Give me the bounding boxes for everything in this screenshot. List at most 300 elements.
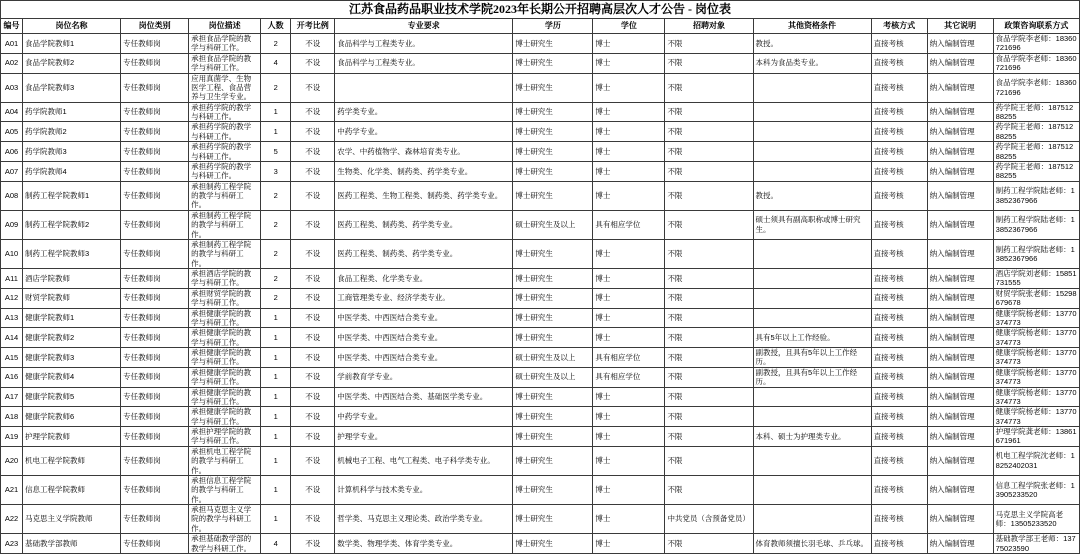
table-row	[1, 348, 1080, 368]
cell-position-name: 制药工程学院教师3	[23, 239, 121, 268]
cell-contact: 健康学院杨老师：13770374773	[993, 367, 1079, 387]
cell-qualification	[753, 73, 871, 102]
cell-exam-ratio: 不设	[291, 142, 335, 162]
cell-remark: 纳入编制管理	[927, 161, 993, 181]
cell-assessment: 直接考核	[871, 308, 927, 328]
cell-description: 承担制药工程学院的教学与科研工作。	[189, 210, 261, 239]
cell-description: 承担健康学院的教学与科研工作。	[189, 308, 261, 328]
cell-qualification: 体育教师须擅长羽毛球、乒乓球。	[753, 534, 871, 554]
column-header-remark: 其它说明	[927, 19, 993, 34]
table-row	[1, 288, 1080, 308]
cell-position-name: 药学院教师3	[23, 142, 121, 162]
table-row	[1, 475, 1080, 504]
cell-target: 不限	[665, 534, 753, 554]
cell-count: 4	[261, 53, 291, 73]
cell-exam-ratio: 不设	[291, 308, 335, 328]
cell-contact: 健康学院杨老师：13770374773	[993, 308, 1079, 328]
table-row	[1, 308, 1080, 328]
cell-id: A01	[1, 34, 23, 54]
column-header-contact: 政策咨询联系方式	[993, 19, 1079, 34]
cell-education: 博士研究生	[513, 34, 593, 54]
cell-degree: 博士	[593, 142, 665, 162]
table-row	[1, 269, 1080, 289]
cell-count: 1	[261, 122, 291, 142]
cell-count: 1	[261, 367, 291, 387]
cell-major: 中药学专业。	[335, 122, 513, 142]
table-row	[1, 102, 1080, 122]
cell-position-name: 护理学院教师	[23, 427, 121, 447]
cell-target: 不限	[665, 102, 753, 122]
cell-degree: 博士	[593, 239, 665, 268]
table-row	[1, 427, 1080, 447]
cell-education: 硕士研究生及以上	[513, 348, 593, 368]
cell-degree: 博士	[593, 53, 665, 73]
cell-remark: 纳入编制管理	[927, 288, 993, 308]
cell-contact: 基础教学部王老师：13775023590	[993, 534, 1079, 554]
cell-remark: 纳入编制管理	[927, 142, 993, 162]
table-row	[1, 210, 1080, 239]
cell-qualification: 硕士须具有副高职称或博士研究生。	[753, 210, 871, 239]
cell-count: 5	[261, 142, 291, 162]
cell-category: 专任教师岗	[121, 53, 189, 73]
column-header-major: 专业要求	[335, 19, 513, 34]
cell-degree: 博士	[593, 122, 665, 142]
column-header-exam-ratio: 开考比例	[291, 19, 335, 34]
cell-category: 专任教师岗	[121, 367, 189, 387]
cell-assessment: 直接考核	[871, 348, 927, 368]
cell-category: 专任教师岗	[121, 210, 189, 239]
cell-count: 2	[261, 73, 291, 102]
cell-degree: 博士	[593, 446, 665, 475]
cell-major: 药学类专业。	[335, 102, 513, 122]
cell-degree: 博士	[593, 407, 665, 427]
cell-category: 专任教师岗	[121, 73, 189, 102]
cell-education: 博士研究生	[513, 161, 593, 181]
cell-count: 1	[261, 102, 291, 122]
cell-assessment: 直接考核	[871, 210, 927, 239]
cell-position-name: 食品学院教师1	[23, 34, 121, 54]
cell-assessment: 直接考核	[871, 328, 927, 348]
cell-position-name: 食品学院教师3	[23, 73, 121, 102]
cell-major: 中医学类、中西医结合类专业。	[335, 308, 513, 328]
cell-count: 4	[261, 534, 291, 554]
cell-qualification: 本科、硕士为护理类专业。	[753, 427, 871, 447]
cell-contact: 制药工程学院陆老师：13852367966	[993, 239, 1079, 268]
column-header-count: 人数	[261, 19, 291, 34]
cell-count: 1	[261, 308, 291, 328]
column-header-description: 岗位描述	[189, 19, 261, 34]
cell-contact: 财贸学院张老师：15298679678	[993, 288, 1079, 308]
table-row	[1, 181, 1080, 210]
cell-major: 学前教育学专业。	[335, 367, 513, 387]
cell-assessment: 直接考核	[871, 288, 927, 308]
cell-major: 食品科学与工程类专业。	[335, 53, 513, 73]
cell-exam-ratio: 不设	[291, 181, 335, 210]
cell-major	[335, 73, 513, 102]
cell-degree: 博士	[593, 475, 665, 504]
cell-id: A17	[1, 387, 23, 407]
cell-exam-ratio: 不设	[291, 239, 335, 268]
cell-target: 不限	[665, 446, 753, 475]
cell-contact: 马克思主义学院高老师：13505233520	[993, 505, 1079, 534]
cell-assessment: 直接考核	[871, 505, 927, 534]
cell-count: 2	[261, 34, 291, 54]
cell-degree: 博士	[593, 328, 665, 348]
cell-contact: 健康学院杨老师：13770374773	[993, 328, 1079, 348]
cell-position-name: 酒店学院教师	[23, 269, 121, 289]
cell-assessment: 直接考核	[871, 475, 927, 504]
table-body	[1, 34, 1080, 554]
cell-id: A08	[1, 181, 23, 210]
cell-count: 1	[261, 328, 291, 348]
cell-assessment: 直接考核	[871, 407, 927, 427]
cell-qualification	[753, 475, 871, 504]
cell-id: A10	[1, 239, 23, 268]
cell-qualification	[753, 102, 871, 122]
cell-qualification: 本科为食品类专业。	[753, 53, 871, 73]
cell-target: 不限	[665, 122, 753, 142]
cell-description: 承担机电工程学院的教学与科研工作。	[189, 446, 261, 475]
cell-position-name: 健康学院教师3	[23, 348, 121, 368]
cell-qualification	[753, 288, 871, 308]
cell-remark: 纳入编制管理	[927, 446, 993, 475]
cell-remark: 纳入编制管理	[927, 181, 993, 210]
cell-target: 不限	[665, 210, 753, 239]
cell-qualification: 副教授，且具有5年以上工作经历。	[753, 367, 871, 387]
table-row	[1, 142, 1080, 162]
cell-remark: 纳入编制管理	[927, 73, 993, 102]
cell-qualification: 教授。	[753, 181, 871, 210]
cell-exam-ratio: 不设	[291, 34, 335, 54]
cell-target: 不限	[665, 34, 753, 54]
cell-id: A20	[1, 446, 23, 475]
cell-contact: 制药工程学院陆老师：13852367966	[993, 181, 1079, 210]
cell-remark: 纳入编制管理	[927, 387, 993, 407]
cell-exam-ratio: 不设	[291, 161, 335, 181]
cell-degree: 博士	[593, 102, 665, 122]
cell-description: 承担药学院的教学与科研工作。	[189, 102, 261, 122]
cell-remark: 纳入编制管理	[927, 328, 993, 348]
cell-contact: 健康学院杨老师：13770374773	[993, 348, 1079, 368]
cell-degree: 博士	[593, 161, 665, 181]
cell-id: A23	[1, 534, 23, 554]
cell-category: 专任教师岗	[121, 505, 189, 534]
cell-assessment: 直接考核	[871, 161, 927, 181]
cell-id: A06	[1, 142, 23, 162]
table-row	[1, 161, 1080, 181]
cell-contact: 药学院王老师：18751288255	[993, 142, 1079, 162]
cell-education: 博士研究生	[513, 102, 593, 122]
cell-education: 博士研究生	[513, 505, 593, 534]
cell-exam-ratio: 不设	[291, 73, 335, 102]
column-header-education: 学历	[513, 19, 593, 34]
cell-exam-ratio: 不设	[291, 269, 335, 289]
cell-count: 3	[261, 161, 291, 181]
cell-id: A19	[1, 427, 23, 447]
cell-education: 博士研究生	[513, 288, 593, 308]
cell-position-name: 信息工程学院教师	[23, 475, 121, 504]
cell-major: 医药工程类、制药类、药学类专业。	[335, 239, 513, 268]
cell-degree: 博士	[593, 34, 665, 54]
cell-assessment: 直接考核	[871, 122, 927, 142]
cell-id: A15	[1, 348, 23, 368]
cell-category: 专任教师岗	[121, 239, 189, 268]
cell-education: 硕士研究生及以上	[513, 367, 593, 387]
cell-position-name: 马克思主义学院教师	[23, 505, 121, 534]
cell-target: 不限	[665, 269, 753, 289]
cell-qualification	[753, 446, 871, 475]
cell-description: 承担食品学院的教学与科研工作。	[189, 53, 261, 73]
cell-assessment: 直接考核	[871, 34, 927, 54]
table-row	[1, 534, 1080, 554]
cell-major: 中医学类、中西医结合类专业。	[335, 348, 513, 368]
column-header-position-name: 岗位名称	[23, 19, 121, 34]
cell-remark: 纳入编制管理	[927, 367, 993, 387]
cell-contact: 药学院王老师：18751288255	[993, 161, 1079, 181]
cell-major: 中药学专业。	[335, 407, 513, 427]
cell-category: 专任教师岗	[121, 446, 189, 475]
cell-category: 专任教师岗	[121, 308, 189, 328]
cell-target: 不限	[665, 288, 753, 308]
cell-target: 不限	[665, 161, 753, 181]
table-header-row	[1, 19, 1080, 34]
cell-qualification: 具有5年以上工作经验。	[753, 328, 871, 348]
cell-description: 承担护理学院的教学与科研工作。	[189, 427, 261, 447]
cell-id: A18	[1, 407, 23, 427]
cell-qualification	[753, 387, 871, 407]
cell-major: 护理学专业。	[335, 427, 513, 447]
cell-position-name: 药学院教师1	[23, 102, 121, 122]
cell-id: A07	[1, 161, 23, 181]
cell-exam-ratio: 不设	[291, 288, 335, 308]
cell-exam-ratio: 不设	[291, 53, 335, 73]
cell-education: 博士研究生	[513, 73, 593, 102]
cell-id: A14	[1, 328, 23, 348]
cell-description: 承担财贸学院的教学与科研工作。	[189, 288, 261, 308]
cell-target: 不限	[665, 387, 753, 407]
cell-education: 博士研究生	[513, 407, 593, 427]
cell-contact: 药学院王老师：18751288255	[993, 102, 1079, 122]
table-row	[1, 505, 1080, 534]
cell-category: 专任教师岗	[121, 475, 189, 504]
cell-major: 医药工程类、制药类、药学类专业。	[335, 210, 513, 239]
column-header-assessment: 考核方式	[871, 19, 927, 34]
cell-degree: 博士	[593, 387, 665, 407]
cell-qualification: 教授。	[753, 34, 871, 54]
cell-degree: 博士	[593, 534, 665, 554]
cell-assessment: 直接考核	[871, 269, 927, 289]
cell-contact: 机电工程学院沈老师：18252402031	[993, 446, 1079, 475]
cell-id: A12	[1, 288, 23, 308]
cell-description: 承担健康学院的教学与科研工作。	[189, 387, 261, 407]
cell-assessment: 直接考核	[871, 142, 927, 162]
cell-qualification	[753, 239, 871, 268]
cell-description: 应用真菌学、生物医学工程、食品营养与卫生学专业。	[189, 73, 261, 102]
cell-exam-ratio: 不设	[291, 367, 335, 387]
cell-position-name: 机电工程学院教师	[23, 446, 121, 475]
table-row	[1, 53, 1080, 73]
cell-education: 博士研究生	[513, 427, 593, 447]
cell-category: 专任教师岗	[121, 34, 189, 54]
cell-description: 承担基础教学部的教学与科研工作。	[189, 534, 261, 554]
cell-target: 不限	[665, 407, 753, 427]
cell-remark: 纳入编制管理	[927, 427, 993, 447]
table-row	[1, 387, 1080, 407]
cell-exam-ratio: 不设	[291, 407, 335, 427]
cell-major: 工商管理类专业、经济学类专业。	[335, 288, 513, 308]
cell-count: 2	[261, 288, 291, 308]
cell-exam-ratio: 不设	[291, 446, 335, 475]
cell-remark: 纳入编制管理	[927, 53, 993, 73]
cell-exam-ratio: 不设	[291, 348, 335, 368]
cell-remark: 纳入编制管理	[927, 348, 993, 368]
cell-education: 硕士研究生及以上	[513, 210, 593, 239]
cell-count: 1	[261, 387, 291, 407]
cell-education: 博士研究生	[513, 387, 593, 407]
cell-contact: 信息工程学院张老师：13905233520	[993, 475, 1079, 504]
column-header-id: 编号	[1, 19, 23, 34]
cell-education: 博士研究生	[513, 239, 593, 268]
cell-count: 1	[261, 348, 291, 368]
cell-major: 中医学类、中西医结合类、基础医学类专业。	[335, 387, 513, 407]
cell-qualification	[753, 308, 871, 328]
cell-category: 专任教师岗	[121, 161, 189, 181]
cell-description: 承担酒店学院的教学与科研工作。	[189, 269, 261, 289]
cell-contact: 护理学院龚老师：13861671961	[993, 427, 1079, 447]
cell-major: 哲学类、马克思主义理论类、政治学类专业。	[335, 505, 513, 534]
cell-major: 食品科学与工程类专业。	[335, 34, 513, 54]
cell-position-name: 食品学院教师2	[23, 53, 121, 73]
table-row	[1, 328, 1080, 348]
cell-target: 不限	[665, 427, 753, 447]
cell-target: 不限	[665, 53, 753, 73]
cell-remark: 纳入编制管理	[927, 534, 993, 554]
cell-position-name: 健康学院教师4	[23, 367, 121, 387]
cell-education: 博士研究生	[513, 534, 593, 554]
cell-target: 不限	[665, 475, 753, 504]
cell-major: 机械电子工程、电气工程类、电子科学类专业。	[335, 446, 513, 475]
cell-assessment: 直接考核	[871, 73, 927, 102]
cell-category: 专任教师岗	[121, 328, 189, 348]
cell-major: 计算机科学与技术类专业。	[335, 475, 513, 504]
cell-major: 数学类、物理学类、体育学类专业。	[335, 534, 513, 554]
cell-assessment: 直接考核	[871, 427, 927, 447]
table-title-row	[1, 1, 1080, 19]
cell-position-name: 药学院教师2	[23, 122, 121, 142]
cell-id: A11	[1, 269, 23, 289]
cell-degree: 博士	[593, 269, 665, 289]
cell-remark: 纳入编制管理	[927, 505, 993, 534]
table-row	[1, 239, 1080, 268]
cell-qualification	[753, 122, 871, 142]
cell-exam-ratio: 不设	[291, 505, 335, 534]
table-row	[1, 34, 1080, 54]
cell-category: 专任教师岗	[121, 288, 189, 308]
cell-remark: 纳入编制管理	[927, 308, 993, 328]
cell-id: A04	[1, 102, 23, 122]
cell-contact: 药学院王老师：18751288255	[993, 122, 1079, 142]
cell-exam-ratio: 不设	[291, 534, 335, 554]
cell-assessment: 直接考核	[871, 102, 927, 122]
cell-degree: 具有相应学位	[593, 210, 665, 239]
cell-position-name: 制药工程学院教师1	[23, 181, 121, 210]
cell-exam-ratio: 不设	[291, 427, 335, 447]
cell-category: 专任教师岗	[121, 534, 189, 554]
cell-id: A02	[1, 53, 23, 73]
cell-remark: 纳入编制管理	[927, 269, 993, 289]
page-title: 江苏食品药品职业技术学院2023年长期公开招聘高层次人才公告 - 岗位表	[1, 1, 1080, 19]
cell-id: A22	[1, 505, 23, 534]
cell-category: 专任教师岗	[121, 269, 189, 289]
cell-contact: 食品学院李老师：18360721696	[993, 34, 1079, 54]
cell-major: 医药工程类、生物工程类、制药类、药学类专业。	[335, 181, 513, 210]
cell-remark: 纳入编制管理	[927, 475, 993, 504]
cell-position-name: 健康学院教师2	[23, 328, 121, 348]
cell-count: 2	[261, 181, 291, 210]
cell-description: 承担健康学院的教学与科研工作。	[189, 348, 261, 368]
cell-degree: 博士	[593, 427, 665, 447]
column-header-qualification: 其他资格条件	[753, 19, 871, 34]
cell-education: 博士研究生	[513, 269, 593, 289]
cell-category: 专任教师岗	[121, 142, 189, 162]
cell-count: 1	[261, 446, 291, 475]
cell-qualification: 副教授，且具有5年以上工作经历。	[753, 348, 871, 368]
cell-description: 承担马克思主义学院的教学与科研工作。	[189, 505, 261, 534]
cell-education: 博士研究生	[513, 53, 593, 73]
cell-id: A09	[1, 210, 23, 239]
cell-assessment: 直接考核	[871, 53, 927, 73]
cell-description: 承担食品学院的教学与科研工作。	[189, 34, 261, 54]
cell-description: 承担健康学院的教学与科研工作。	[189, 367, 261, 387]
column-header-degree: 学位	[593, 19, 665, 34]
cell-count: 1	[261, 427, 291, 447]
cell-assessment: 直接考核	[871, 181, 927, 210]
cell-degree: 具有相应学位	[593, 367, 665, 387]
table-row	[1, 73, 1080, 102]
cell-target: 中共党员（含预备党员）	[665, 505, 753, 534]
cell-qualification	[753, 505, 871, 534]
cell-assessment: 直接考核	[871, 387, 927, 407]
cell-assessment: 直接考核	[871, 534, 927, 554]
cell-assessment: 直接考核	[871, 446, 927, 475]
cell-target: 不限	[665, 348, 753, 368]
cell-exam-ratio: 不设	[291, 475, 335, 504]
cell-exam-ratio: 不设	[291, 102, 335, 122]
table-row	[1, 122, 1080, 142]
cell-contact: 健康学院杨老师：13770374773	[993, 387, 1079, 407]
cell-id: A13	[1, 308, 23, 328]
cell-exam-ratio: 不设	[291, 122, 335, 142]
cell-major: 农学、中药植物学、森林培育类专业。	[335, 142, 513, 162]
cell-category: 专任教师岗	[121, 387, 189, 407]
cell-category: 专任教师岗	[121, 348, 189, 368]
cell-position-name: 健康学院教师6	[23, 407, 121, 427]
cell-count: 2	[261, 210, 291, 239]
cell-id: A05	[1, 122, 23, 142]
cell-target: 不限	[665, 239, 753, 268]
cell-target: 不限	[665, 308, 753, 328]
cell-remark: 纳入编制管理	[927, 210, 993, 239]
cell-contact: 食品学院李老师：18360721696	[993, 73, 1079, 102]
cell-target: 不限	[665, 181, 753, 210]
cell-major: 食品工程类、化学类专业。	[335, 269, 513, 289]
cell-qualification	[753, 161, 871, 181]
cell-count: 2	[261, 269, 291, 289]
cell-degree: 博士	[593, 73, 665, 102]
cell-qualification	[753, 407, 871, 427]
cell-position-name: 健康学院教师1	[23, 308, 121, 328]
cell-assessment: 直接考核	[871, 367, 927, 387]
